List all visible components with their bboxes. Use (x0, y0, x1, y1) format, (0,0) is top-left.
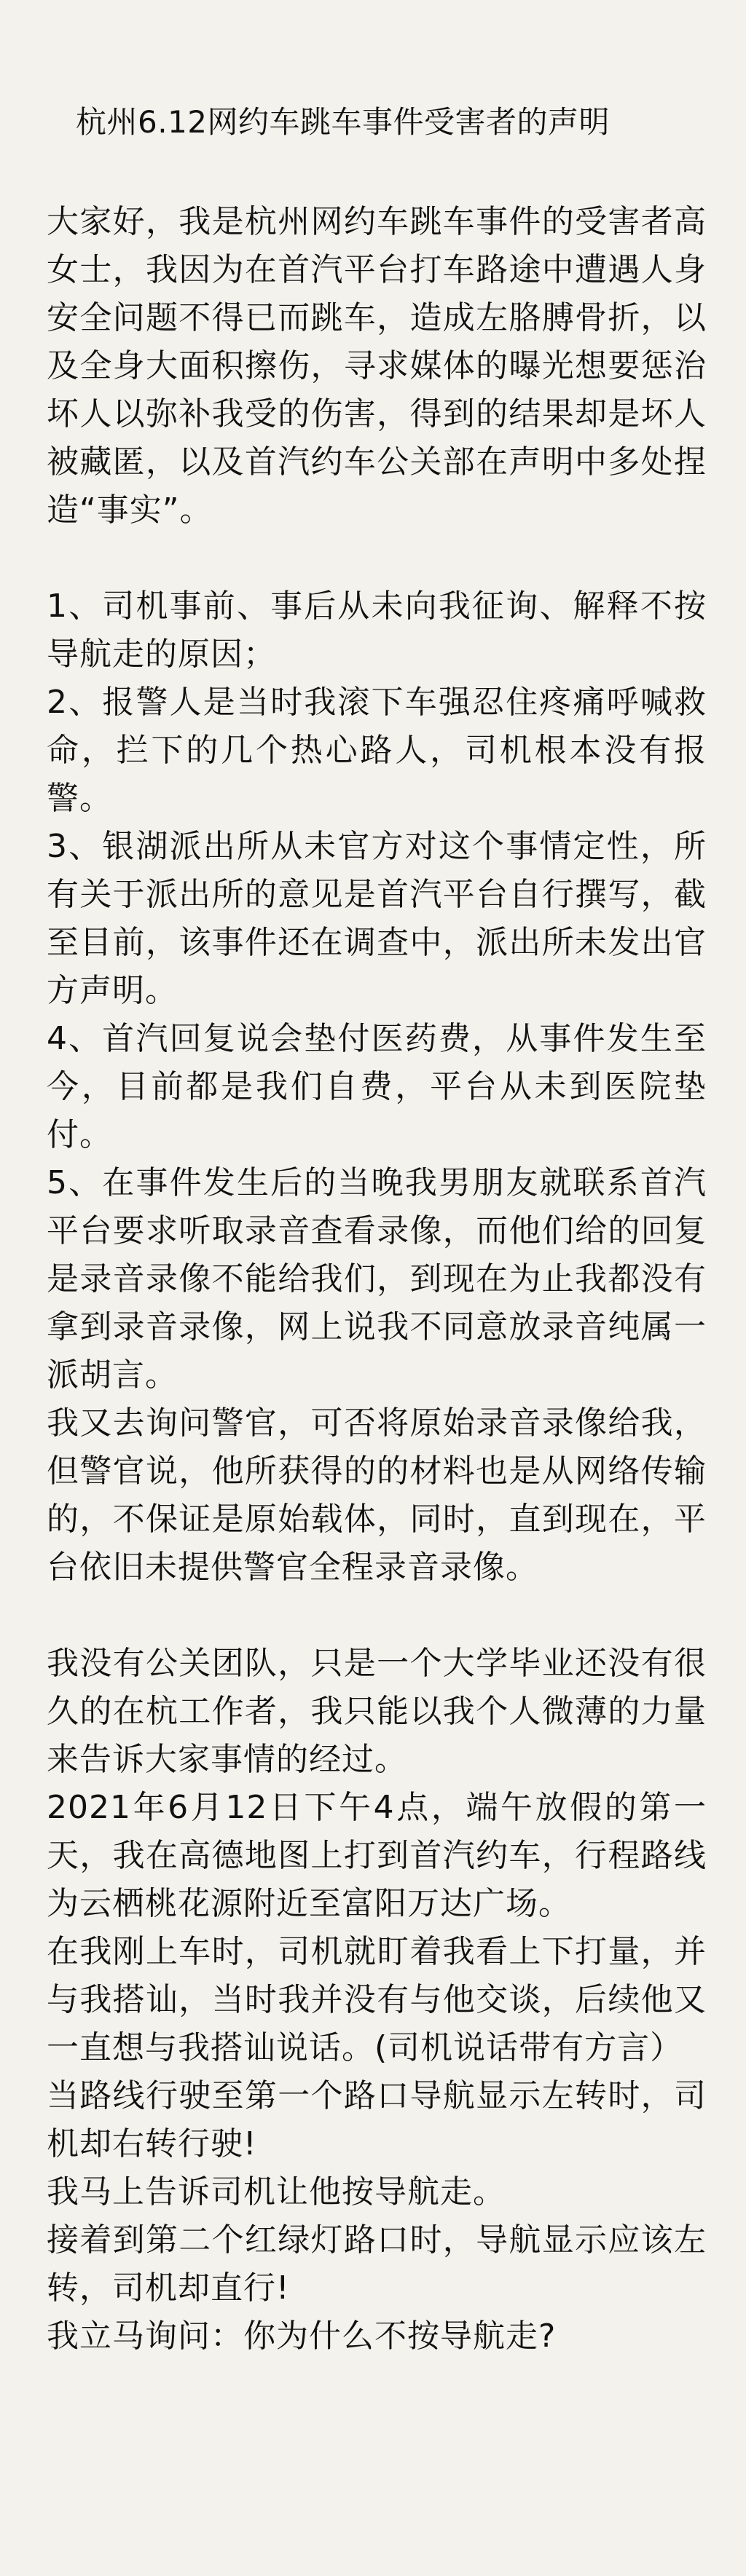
paragraph-intro: 大家好，我是杭州网约车跳车事件的受害者高女士，我因为在首汽平台打车路途中遭遇人身安全问题不得已而跳车，造成左胳膊骨折，以及全身大面积擦伤，寻求媒体的曝光想要惩治坏人以弥补我受的伤害，得到的结果却是坏人被藏匿，以及首汽约车公关部在声明中多处捏造“事实”。 (47, 203, 707, 529)
paragraph-question: 我立马询问：你为什么不按导航走? (47, 2318, 557, 2355)
paragraph-no-pr-team: 我没有公关团队，只是一个大学毕业还没有很久的在杭工作者，我只能以我个人微薄的力量来告诉大家事情的经过。 (47, 1645, 707, 1778)
paragraph-tell-driver: 我马上告诉司机让他按导航走。 (47, 2173, 506, 2210)
point-4: 4、首汽回复说会垫付医药费，从事件发生至今，目前都是我们自费，平台从未到医院垫付。 (47, 1020, 707, 1153)
paragraph-second-light: 接着到第二个红绿灯路口时，导航显示应该左转，司机却直行! (47, 2221, 707, 2307)
point-2: 2、报警人是当时我滚下车强忍住疼痛呼喊救命，拦下的几个热心路人，司机根本没有报警。 (47, 684, 707, 817)
point-3: 3、银湖派出所从未官方对这个事情定性，所有关于派出所的意见是首汽平台自行撰写，截至目前，该事件还在调查中，派出所未发出官方声明。 (47, 828, 707, 1009)
point-1: 1、司机事前、事后从未向我征询、解释不按导航走的原因； (47, 588, 707, 673)
document-title: 杭州6.12网约车跳车事件受害者的声明 (76, 104, 610, 140)
paragraph-police: 我又去询问警官，可否将原始录音录像给我，但警官说，他所获得的的材料也是从网络传输的，不保证是原始载体，同时，直到现在，平台依旧未提供警官全程录音录像。 (47, 1404, 707, 1586)
paragraph-date: 2021年6月12日下午4点，端午放假的第一天，我在高德地图上打到首汽约车，行程路线为云栖桃花源附近至富阳万达广场。 (47, 1789, 707, 1922)
paragraph-gap (47, 534, 707, 582)
paragraph-first-turn: 当路线行驶至第一个路口导航显示左转时，司机却右转行驶! (47, 2077, 707, 2162)
point-5: 5、在事件发生后的当晚我男朋友就联系首汽平台要求听取录音查看录像，而他们给的回复是录音录像不能给我们，到现在为止我都没有拿到录音录像，网上说我不同意放录音纯属一派胡言。 (47, 1164, 707, 1394)
paragraph-boarding: 在我刚上车时，司机就盯着我看上下打量，并与我搭讪，当时我并没有与他交谈，后续他又一直想与我搭讪说话。(司机说话带有方言） (47, 1933, 707, 2066)
paragraph-gap (47, 1592, 707, 1640)
